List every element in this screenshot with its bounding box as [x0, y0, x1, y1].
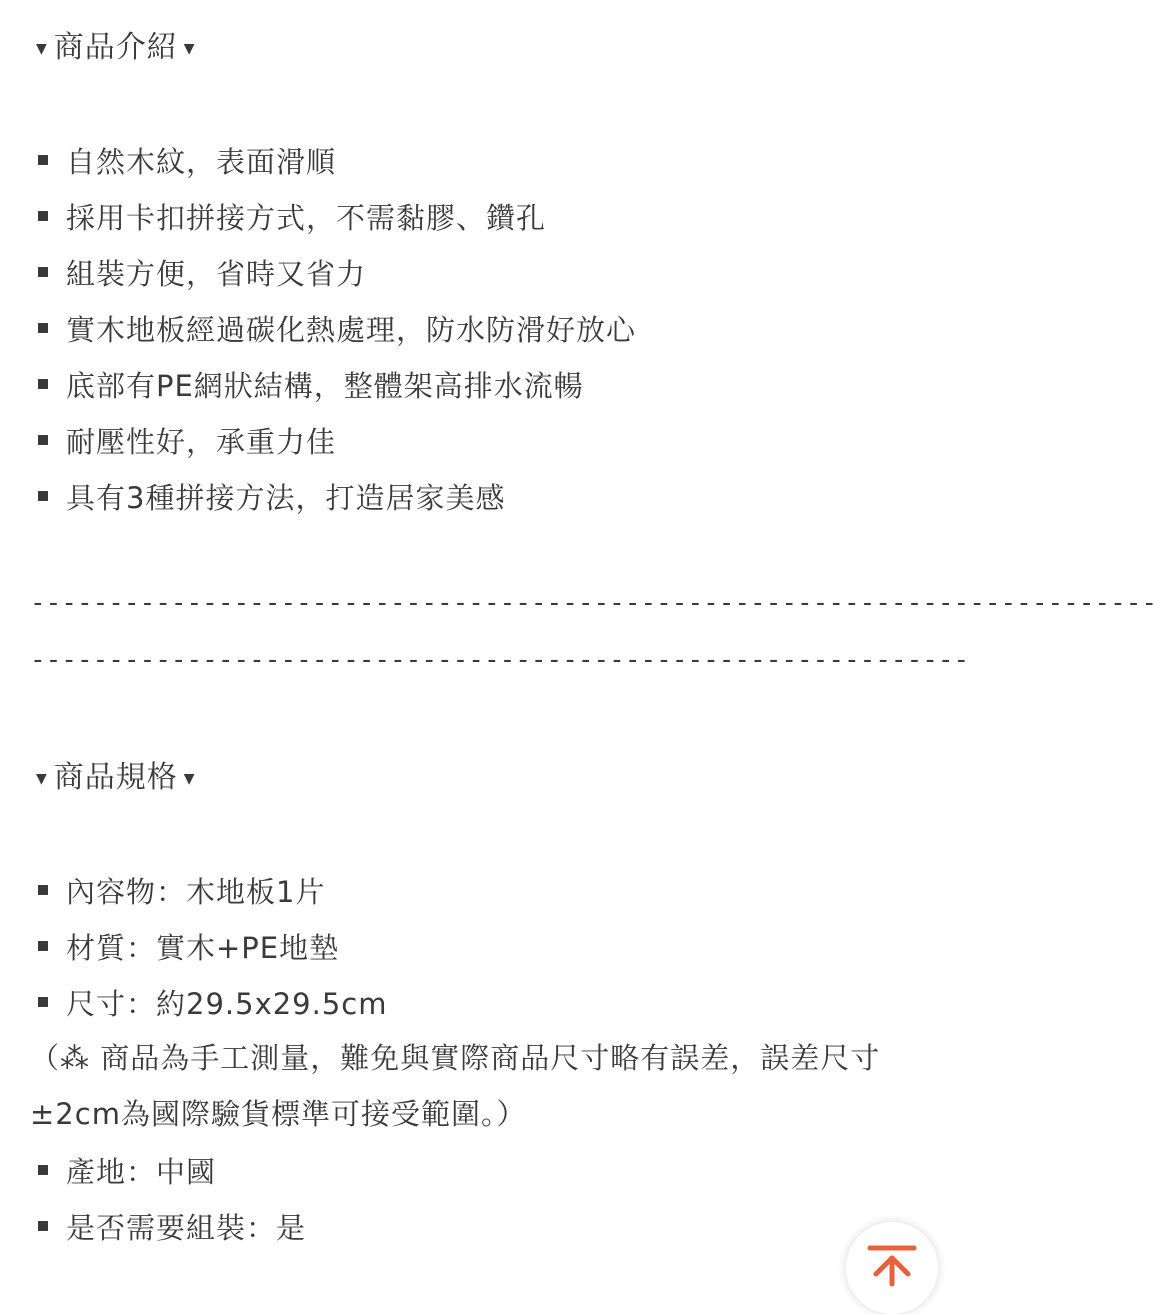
list-item-text: 材質：實木+PE地墊: [66, 930, 340, 965]
intro-heading: [30, 30, 202, 66]
bullet-icon: [38, 155, 48, 165]
list-item: [38, 356, 636, 412]
list-item-text: 實木地板經過碳化熱處理，防水防滑好放心: [66, 312, 637, 347]
list-item: [38, 918, 388, 974]
list-item: [38, 300, 636, 356]
spec-list: [38, 862, 388, 1030]
bullet-icon: [38, 379, 48, 389]
list-item-text: 耐壓性好，承重力佳: [66, 424, 337, 459]
list-item: [38, 974, 388, 1030]
triangle-down-icon: ▼: [36, 41, 48, 57]
intro-heading-text: 商品介紹: [53, 30, 178, 65]
intro-feature-list: [38, 132, 636, 524]
bullet-icon: [38, 491, 48, 501]
list-item-text: 具有3種拼接方法，打造居家美感: [66, 480, 506, 515]
bullet-icon: [38, 997, 48, 1007]
list-item: [38, 132, 636, 188]
list-item-text: 是否需要組裝：是: [66, 1210, 307, 1245]
bullet-icon: [38, 885, 48, 895]
list-item-text: 底部有PE網狀結構，整體架高排水流暢: [66, 368, 584, 403]
list-item: [38, 862, 388, 918]
divider-line-1: ------------------------------------------------------------------------: [30, 588, 1157, 618]
list-item: [38, 1198, 306, 1254]
spec-list-extra: [38, 1142, 306, 1254]
spec-heading: [30, 760, 202, 796]
bullet-icon: [38, 941, 48, 951]
list-item: [38, 468, 636, 524]
bullet-icon: [38, 435, 48, 445]
list-item-text: 產地：中國: [66, 1154, 217, 1189]
divider-line-2: ------------------------------------------------------------: [30, 645, 970, 675]
list-item: [38, 244, 636, 300]
list-item-text: 自然木紋，表面滑順: [66, 144, 337, 179]
bullet-icon: [38, 211, 48, 221]
bullet-icon: [38, 1221, 48, 1231]
list-item: [38, 1142, 306, 1198]
list-item-text: 組裝方便，省時又省力: [66, 256, 367, 291]
measurement-note: （⁂ 商品為手工測量，難免與實際商品尺寸略有誤差，誤差尺寸±2cm為國際驗貨標準可接受範圍。）: [30, 1041, 881, 1131]
bullet-icon: [38, 323, 48, 333]
list-item-text: 尺寸：約29.5x29.5cm: [66, 986, 388, 1021]
spec-heading-text: 商品規格: [53, 760, 178, 795]
list-item-text: 採用卡扣拼接方式，不需黏膠、鑽孔: [66, 200, 547, 235]
list-item-text: 內容物：木地板1片: [66, 874, 326, 909]
bullet-icon: [38, 267, 48, 277]
triangle-down-icon: ▼: [36, 771, 48, 787]
back-to-top-icon: [868, 1244, 916, 1284]
triangle-down-icon: ▼: [183, 771, 196, 787]
list-item: [38, 188, 636, 244]
bullet-icon: [38, 1165, 48, 1175]
triangle-down-icon: ▼: [183, 41, 196, 57]
back-to-top-button[interactable]: [846, 1222, 938, 1314]
list-item: [38, 412, 636, 468]
